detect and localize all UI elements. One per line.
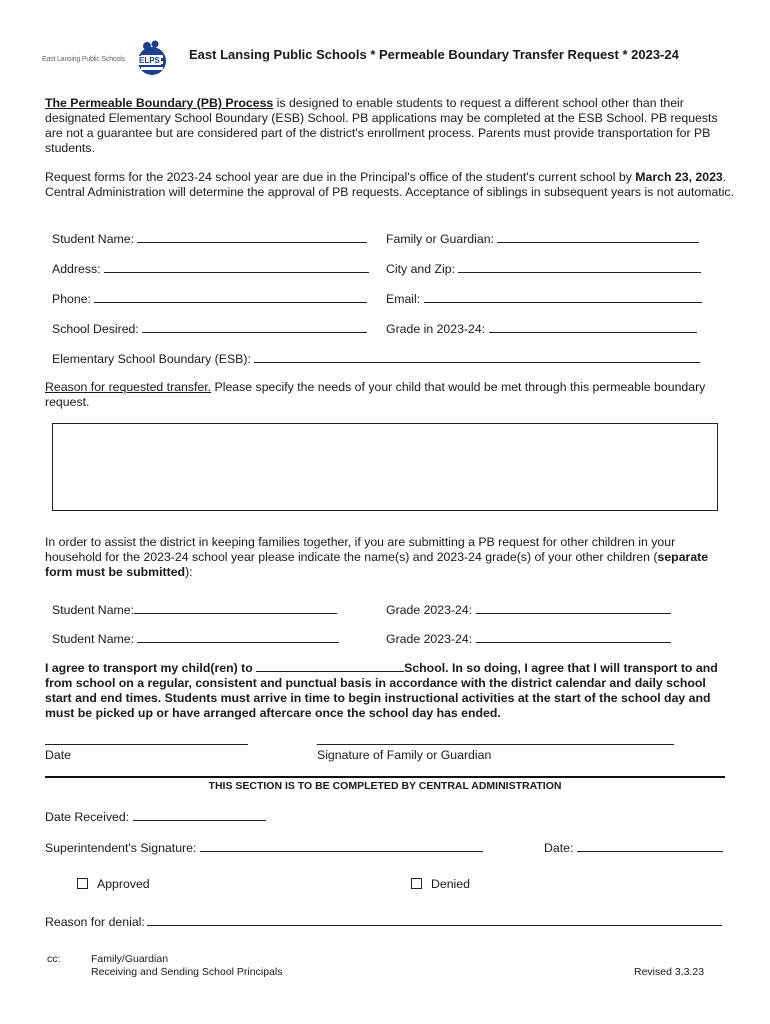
sibling-name-2-label: Student Name: [52,632,135,646]
field-superintendent-signature[interactable] [45,839,483,855]
sibling-name-1-label: Student Name: [52,603,135,617]
field-esb[interactable] [52,350,700,366]
reason-textbox[interactable] [52,423,718,511]
admin-divider [45,776,725,778]
agreement-paragraph [45,659,735,721]
field-student-name[interactable] [52,230,367,246]
sibling-grade-1-label: Grade 2023-24: [386,603,473,617]
field-family[interactable] [386,230,699,246]
date-signature-line[interactable] [45,744,248,745]
reason-lead: Reason for requested transfer. [45,380,212,394]
field-grade[interactable] [386,320,697,336]
logo-text: East Lansing Public Schools [42,56,125,63]
field-email[interactable] [386,290,702,306]
approved-checkbox[interactable] [77,878,88,889]
family-label: Family or Guardian: [386,232,494,246]
admin-header: THIS SECTION IS TO BE COMPLETED BY CENTRAL ADMINISTRATION [208,780,562,792]
cc-principals: Receiving and Sending School Principals [91,966,283,978]
city-zip-label: City and Zip: [386,262,456,276]
siblings-text: In order to assist the district in keeping families together, if you are submitting a PB request for other children in your household for the 2023-24 school year please indicate the name(s) and 2023-24 grade(s) of your other children ( [45,535,676,564]
approved-label: Approved [97,877,150,891]
reason-denial-label: Reason for denial: [45,915,145,929]
date-received-label: Date Received: [45,810,130,824]
email-label: Email: [386,292,421,306]
agreement-school-field[interactable] [256,659,404,672]
esb-label: Elementary School Boundary (ESB): [52,352,251,366]
field-address[interactable] [52,260,369,276]
reason-body: Please specify the needs of your child that would be met through this permeable boundary request. [45,380,706,409]
address-label: Address: [52,262,101,276]
sibling-grade-2-label: Grade 2023-24: [386,632,473,646]
intro-lead: The Permeable Boundary (PB) Process [45,96,274,110]
logo [42,40,162,80]
cc-family: Family/Guardian [91,953,169,965]
admin-date-label: Date: [544,841,574,855]
page-title: East Lansing Public Schools * Permeable Boundary Transfer Request * 2023-24 [189,47,679,62]
field-admin-date[interactable] [544,839,723,855]
reason-paragraph [45,380,735,410]
agreement-a: I agree to transport my child(ren) to [45,661,257,675]
intro-body: is designed to enable students to request a different school other than their designated Elementary School Boundary (ESB) School. PB applications may be completed at the ESB School. PB requests are not a guarantee but are considered part of the district's enrollment process. Parents must provide transportation for PB students. [45,96,718,155]
logo-mark-label: ELPS [139,56,160,65]
date-label: Date [45,748,71,762]
siblings-end: ): [185,565,193,579]
superintendent-signature-label: Superintendent's Signature: [45,841,197,855]
siblings-paragraph [45,535,735,580]
deadline-date: March 23, 2023 [635,170,723,184]
revised-date: Revised 3.3.23 [634,966,705,978]
deadline-post: . Central Administration will determine the approval of PB requests. Acceptance of siblings in subsequent years is not automatic. [45,170,734,199]
student-name-label: Student Name: [52,232,135,246]
deadline-pre: Request forms for the 2023-24 school year are due in the Principal's office of the student's current school by [45,170,636,184]
phone-label: Phone: [52,292,91,306]
grade-label: Grade in 2023-24: [386,322,486,336]
field-phone[interactable] [52,290,367,306]
field-sibling-name-1[interactable] [52,601,337,617]
guardian-signature-label: Signature of Family or Guardian [317,748,492,762]
agreement-b: School. In so doing, I agree that I will transport to and from school on a regular, consistent and punctual basis in accordance with the district calendar and daily school start and end times. Students must arrive in time to begin instructional activities at the start of the school day and must be picked up or have arranged aftercare once the school day has ended. [45,661,718,720]
siblings-bold: separate form must be submitted [45,550,709,579]
deadline-paragraph [45,170,735,200]
guardian-signature-line[interactable] [317,744,674,745]
field-sibling-grade-2[interactable] [386,630,671,646]
field-date-received[interactable] [45,808,266,824]
field-sibling-name-2[interactable] [52,630,339,646]
school-desired-label: School Desired: [52,322,139,336]
cc-label: cc: [47,953,61,965]
field-school-desired[interactable] [52,320,367,336]
field-city-zip[interactable] [386,260,701,276]
field-reason-denial[interactable] [45,913,722,929]
denied-label: Denied [431,877,470,891]
intro-paragraph [45,96,735,156]
denied-checkbox[interactable] [411,878,422,889]
field-sibling-grade-1[interactable] [386,601,671,617]
